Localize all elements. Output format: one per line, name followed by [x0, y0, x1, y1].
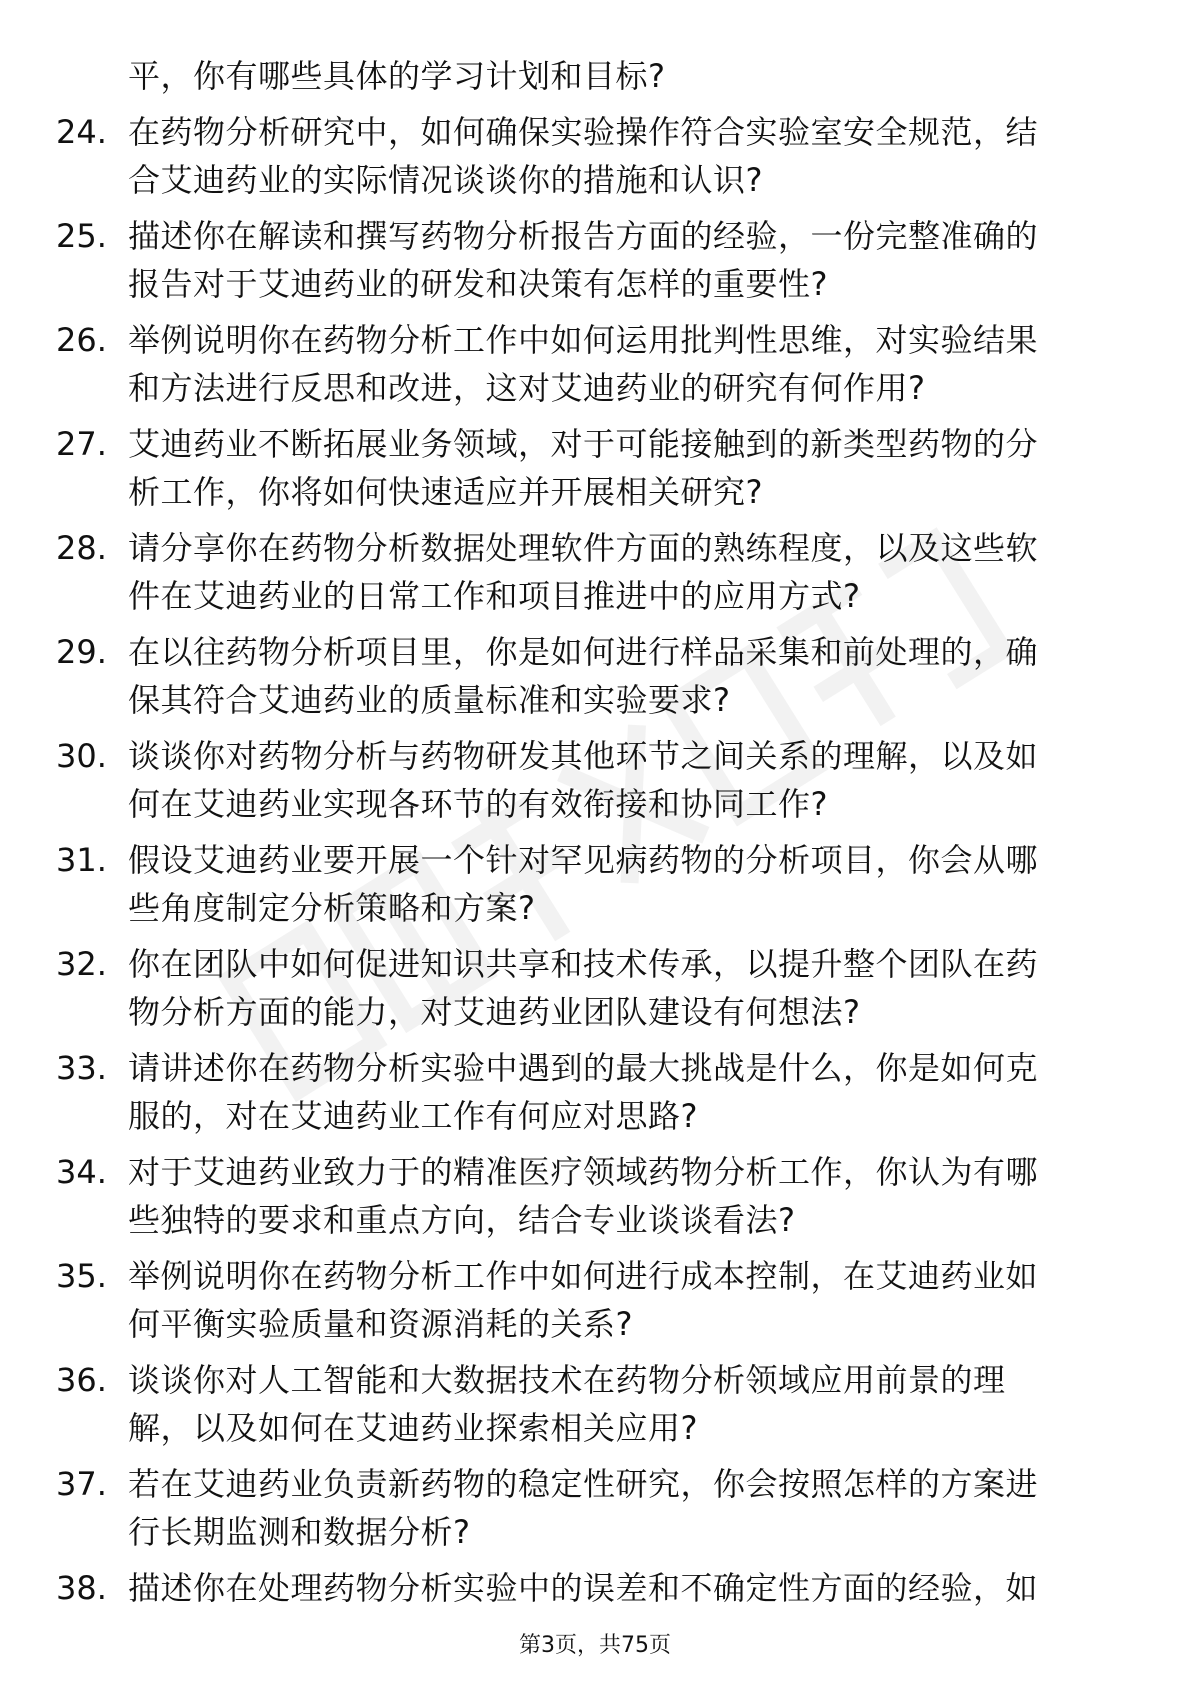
question-text: [128, 836, 1138, 932]
question-text-line: 描述你在处理药物分析实验中的误差和不确定性方面的经验，如: [128, 1569, 1039, 1607]
question-text: [128, 732, 1138, 828]
question-item: [0, 1148, 1190, 1252]
question-text-line: 些独特的要求和重点方向，结合专业谈谈看法?: [128, 1201, 796, 1239]
question-number: 34.: [56, 1153, 107, 1191]
question-item: [0, 940, 1190, 1044]
question-number: 31.: [56, 841, 107, 879]
question-number: 25.: [56, 217, 107, 255]
question-text: [128, 212, 1138, 308]
question-text-line: 谈谈你对药物分析与药物研发其他环节之间关系的理解，以及如: [128, 737, 1039, 775]
question-item: [0, 1252, 1190, 1356]
question-text-line: 艾迪药业不断拓展业务领域，对于可能接触到的新类型药物的分: [128, 425, 1039, 463]
question-list: [0, 108, 1190, 1668]
question-number: 29.: [56, 633, 107, 671]
question-number: 37.: [56, 1465, 107, 1503]
question-item: [0, 108, 1190, 212]
question-text-line: 件在艾迪药业的日常工作和项目推进中的应用方式?: [128, 577, 861, 615]
continued-question-text: 平，你有哪些具体的学习计划和目标?: [128, 57, 666, 95]
question-text-line: 保其符合艾迪药业的质量标准和实验要求?: [128, 681, 731, 719]
question-text: [128, 1564, 1138, 1612]
question-item: [0, 732, 1190, 836]
question-text-line: 何在艾迪药业实现各环节的有效衔接和协同工作?: [128, 785, 828, 823]
question-text-line: 谈谈你对人工智能和大数据技术在药物分析领域应用前景的理: [128, 1361, 1006, 1399]
question-text: [128, 940, 1138, 1036]
question-text: [128, 1148, 1138, 1244]
question-text-line: 服的，对在艾迪药业工作有何应对思路?: [128, 1097, 698, 1135]
question-text: [128, 316, 1138, 412]
question-item: [0, 1044, 1190, 1148]
question-text: [128, 628, 1138, 724]
question-number: 32.: [56, 945, 107, 983]
question-text-line: 请讲述你在药物分析实验中遇到的最大挑战是什么，你是如何克: [128, 1049, 1039, 1087]
question-number: 24.: [56, 113, 107, 151]
question-text-line: 描述你在解读和撰写药物分析报告方面的经验，一份完整准确的: [128, 217, 1039, 255]
question-text: [128, 1044, 1138, 1140]
question-text-line: 和方法进行反思和改进，这对艾迪药业的研究有何作用?: [128, 369, 926, 407]
question-text: [128, 1252, 1138, 1348]
question-text-line: 合艾迪药业的实际情况谈谈你的措施和认识?: [128, 161, 763, 199]
question-item: [0, 524, 1190, 628]
question-text-line: 举例说明你在药物分析工作中如何运用批判性思维，对实验结果: [128, 321, 1039, 359]
question-number: 35.: [56, 1257, 107, 1295]
question-text: [128, 524, 1138, 620]
question-text-line: 举例说明你在药物分析工作中如何进行成本控制，在艾迪药业如: [128, 1257, 1039, 1295]
question-text-line: 报告对于艾迪药业的研发和决策有怎样的重要性?: [128, 265, 828, 303]
question-text: [128, 1460, 1138, 1556]
question-text: [128, 420, 1138, 516]
question-item: [0, 836, 1190, 940]
question-text-line: 些角度制定分析策略和方案?: [128, 889, 536, 927]
question-item: [0, 212, 1190, 316]
question-text-line: 你在团队中如何促进知识共享和技术传承，以提升整个团队在药: [128, 945, 1039, 983]
question-text-line: 请分享你在药物分析数据处理软件方面的熟练程度，以及这些软: [128, 529, 1039, 567]
question-item: [0, 316, 1190, 420]
question-item: [0, 1356, 1190, 1460]
question-text-line: 行长期监测和数据分析?: [128, 1513, 471, 1551]
question-text-line: 假设艾迪药业要开展一个针对罕见病药物的分析项目，你会从哪: [128, 841, 1039, 879]
question-text-line: 对于艾迪药业致力于的精准医疗领域药物分析工作，你认为有哪: [128, 1153, 1039, 1191]
question-text: [128, 108, 1138, 204]
question-number: 36.: [56, 1361, 107, 1399]
question-text-line: 析工作，你将如何快速适应并开展相关研究?: [128, 473, 763, 511]
question-text-line: 在药物分析研究中，如何确保实验操作符合实验室安全规范，结: [128, 113, 1039, 151]
question-number: 33.: [56, 1049, 107, 1087]
question-number: 26.: [56, 321, 107, 359]
question-text: [128, 1356, 1138, 1452]
question-text-line: 解，以及如何在艾迪药业探索相关应用?: [128, 1409, 698, 1447]
question-number: 30.: [56, 737, 107, 775]
question-text-line: 物分析方面的能力，对艾迪药业团队建设有何想法?: [128, 993, 861, 1031]
page-number-footer: 第3页，共75页: [519, 1633, 671, 1658]
question-number: 38.: [56, 1569, 107, 1607]
question-item: [0, 1460, 1190, 1564]
question-item: [0, 628, 1190, 732]
question-text-line: 何平衡实验质量和资源消耗的关系?: [128, 1305, 633, 1343]
question-number: 27.: [56, 425, 107, 463]
question-item: [0, 420, 1190, 524]
question-text-line: 若在艾迪药业负责新药物的稳定性研究，你会按照怎样的方案进: [128, 1465, 1039, 1503]
question-text-line: 在以往药物分析项目里，你是如何进行样品采集和前处理的，确: [128, 633, 1039, 671]
question-number: 28.: [56, 529, 107, 567]
